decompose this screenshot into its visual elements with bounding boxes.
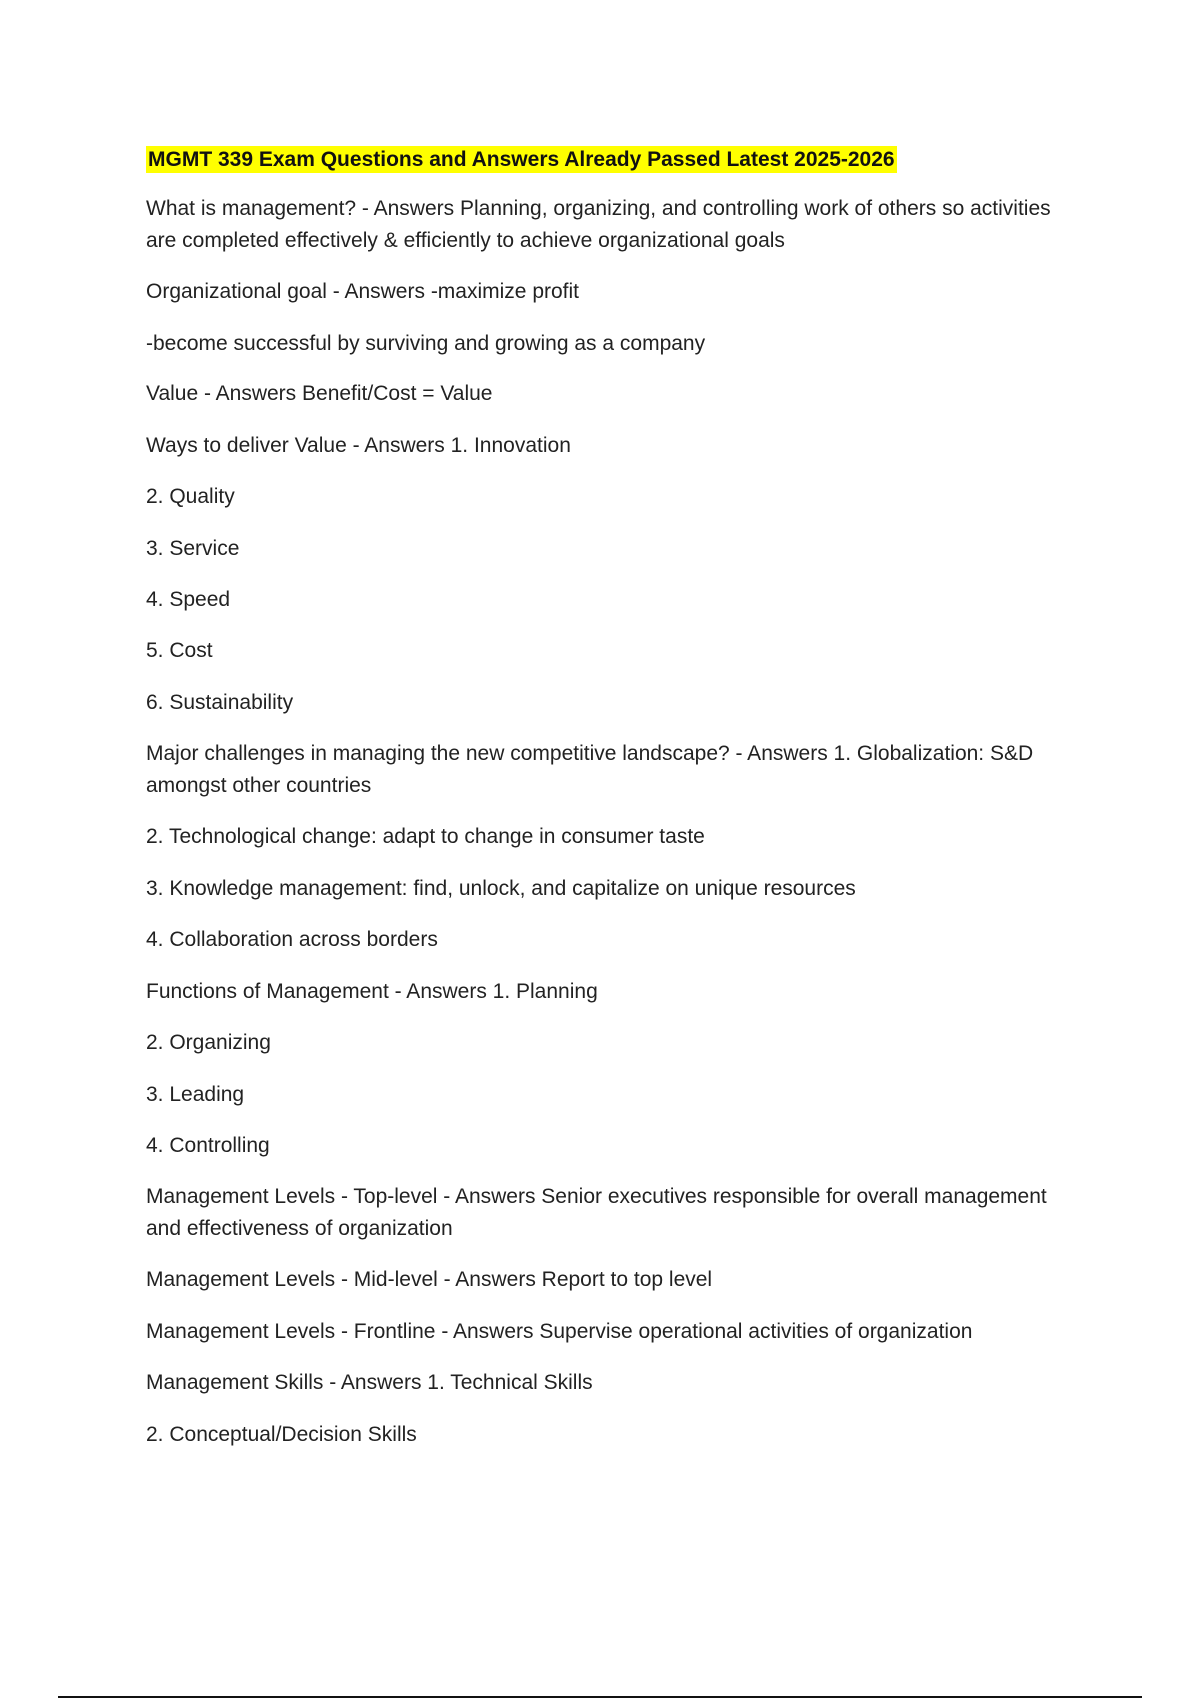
qa-line: 3. Knowledge management: find, unlock, and capitalize on unique resources bbox=[146, 877, 856, 900]
qa-line: 3. Leading bbox=[146, 1083, 245, 1106]
qa-line: 4. Collaboration across borders bbox=[146, 928, 438, 951]
qa-line: Ways to deliver Value - Answers 1. Innovation bbox=[146, 434, 571, 457]
document-title-highlight: MGMT 339 Exam Questions and Answers Already Passed Latest 2025-2026 bbox=[148, 148, 895, 171]
qa-line: Management Skills - Answers 1. Technical Skills bbox=[146, 1371, 593, 1394]
qa-line: 4. Speed bbox=[146, 588, 231, 611]
qa-line: Major challenges in managing the new competitive landscape? - Answers 1. Globalization: S&D amongst other countries bbox=[146, 742, 1034, 797]
qa-line: 2. Organizing bbox=[146, 1031, 271, 1054]
qa-line: Functions of Management - Answers 1. Planning bbox=[146, 980, 598, 1003]
qa-line: -become successful by surviving and growing as a company bbox=[146, 332, 706, 355]
qa-line: Organizational goal - Answers -maximize profit bbox=[146, 280, 580, 303]
qa-line: What is management? - Answers Planning, organizing, and controlling work of others so activities are completed effectively & efficiently to achieve organizational goals bbox=[146, 197, 1051, 252]
document-title bbox=[146, 145, 897, 175]
qa-line: 2. Technological change: adapt to change in consumer taste bbox=[146, 825, 705, 848]
qa-line: Management Levels - Top-level - Answers Senior executives responsible for overall management and effectiveness of organization bbox=[146, 1185, 1047, 1240]
qa-line: 4. Controlling bbox=[146, 1134, 270, 1157]
qa-line: 3. Service bbox=[146, 537, 240, 560]
footer-divider bbox=[58, 1696, 1142, 1698]
qa-line: Management Levels - Mid-level - Answers Report to top level bbox=[146, 1268, 713, 1291]
qa-line: Management Levels - Frontline - Answers Supervise operational activities of organization bbox=[146, 1320, 973, 1343]
qa-line: 2. Quality bbox=[146, 485, 235, 508]
qa-line: 6. Sustainability bbox=[146, 691, 294, 714]
qa-line: 5. Cost bbox=[146, 639, 213, 662]
qa-line: 2. Conceptual/Decision Skills bbox=[146, 1423, 417, 1446]
qa-line: Value - Answers Benefit/Cost = Value bbox=[146, 382, 493, 405]
